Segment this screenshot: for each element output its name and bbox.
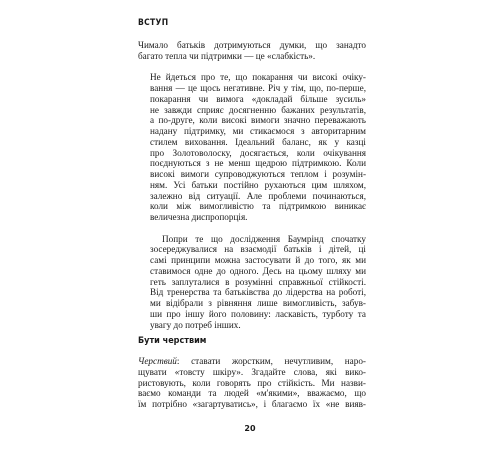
text-line: Чимало батьків дотримуються думки, що занадто [138,40,366,50]
defined-term: Черствий [138,356,177,366]
running-head: ВСТУП [138,18,169,28]
text-line: їм потрібно «загартуватись», і благаємо їх «не вияв- [138,399,366,409]
paragraph-1 [138,40,366,62]
definition-start: : ставати жорстким, нечутливим, наро- [176,356,366,366]
text-line: стилем виховання. Ідеальний баланс, як у казці [150,136,366,147]
text-line: величезна диспропорція. [150,212,248,222]
text-line: ням. Усі батьки постійно рухаються цим шляхом, [150,179,366,190]
text-line: ристовують, коли говорять про стійкість. Ми назви- [138,377,366,388]
text-line: надану підтримку, ми стикаємося з авторитарним [150,126,366,136]
section-text [138,356,366,410]
text-line: про Золотоволоску, досягається, коли очікування [150,147,366,158]
text-line: покарання чи вимога «докладай більше зусиль» [150,93,366,104]
text-line: високі вимоги супроводжуються теплом і розумін- [150,169,366,179]
text-line: вання — це щось негативне. Річ у тім, що, по-перше, [150,83,366,93]
text-line: самі принципи можна застосувати й до того, як ми [150,255,366,265]
section-heading: Бути черствим [138,336,207,346]
text-line: а по-друге, коли високі вимоги значно переважають [150,115,366,126]
text-line: Попри те що дослідження Баумрінд спочатку [162,233,366,244]
text-line: ши про іншу його половину: ласкавість, турботу та [150,308,366,319]
text-line: щувати «товсту шкіру». Згадайте слова, які вико- [138,366,366,377]
page-number: 20 [244,424,256,433]
text-line: залежно від ситуації. Але проблеми починаються, [150,190,366,201]
text-line: поєднуються з не менш щедрою підтримкою. Коли [150,158,366,169]
body-text [138,40,366,341]
text-line: коли між вимогливістю та підтримкою виникає [150,201,366,212]
text-line [138,356,366,367]
text-line: зосереджувалися на взаємодії батьків і дітей, ці [150,244,366,255]
text-line: Не йдеться про те, що покарання чи високі очіку- [150,72,366,83]
text-line: ми відібрали з рівняння лише вимогливість, забув- [150,298,366,308]
paragraph-2 [138,72,366,223]
text-line: Від тренерства та батьківства до лідерства на роботі, [150,287,366,298]
text-line: не завжди сприяє досягненню бажаних результатів, [150,104,366,115]
text-line: багато тепла чи підтримки — це «слабкість». [138,50,316,61]
text-line: геть заплуталися в розумінні справжньої стійкості. [150,276,366,287]
text-line: ставимося одне до одного. Десь на цьому шляху ми [150,265,366,276]
text-line: увагу до потреб інших. [150,319,241,330]
paragraph-3 [138,234,366,331]
text-line: ваємо команди та людей «м'якими», вважаємо, що [138,388,366,399]
